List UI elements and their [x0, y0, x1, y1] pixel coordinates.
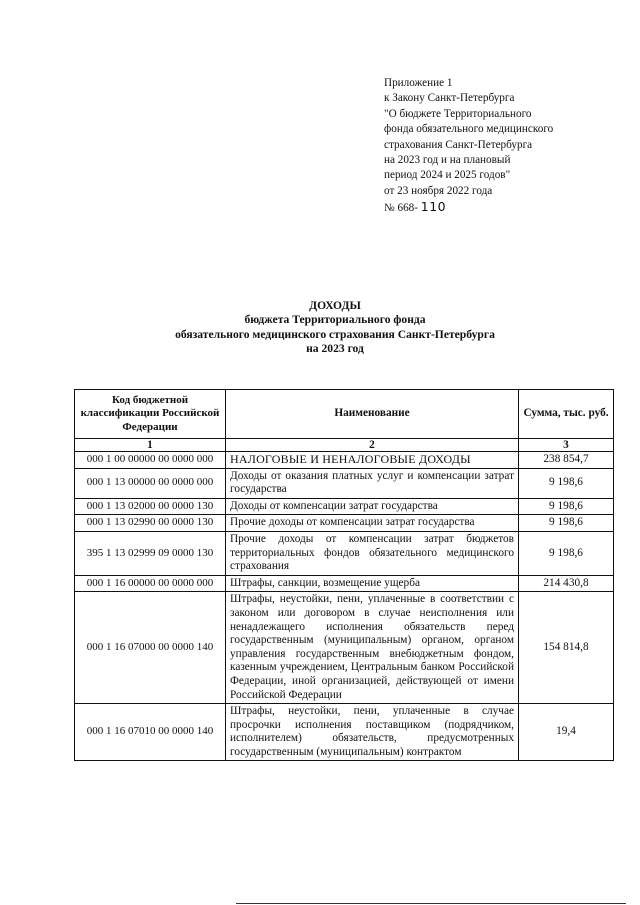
law-number	[384, 199, 614, 216]
appendix-line: период 2024 и 2025 годов"	[384, 169, 511, 182]
row-code: 000 1 13 00000 00 0000 000	[75, 468, 226, 498]
header-amount: Сумма, тыс. руб.	[519, 390, 614, 439]
row-amount: 9 198,6	[519, 468, 614, 498]
table-row	[75, 704, 614, 761]
row-name: НАЛОГОВЫЕ И НЕНАЛОГОВЫЕ ДОХОДЫ	[226, 452, 519, 469]
row-name: Доходы от компенсации затрат государства	[226, 498, 519, 515]
row-name: Доходы от оказания платных услуг и компенсации затрат государства	[226, 468, 519, 498]
appendix-line: на 2023 год и на плановый	[384, 154, 511, 167]
appendix-line: страхования Санкт-Петербурга	[384, 138, 533, 151]
row-name: Штрафы, неустойки, пени, уплаченные в случае просрочки исполнения поставщиком (подрядчиком, исполнителем) обязательств, предусмотренных государственным (муниципальным) контрактом	[226, 704, 519, 761]
row-code: 000 1 00 00000 00 0000 000	[75, 452, 226, 469]
row-code: 000 1 16 07000 00 0000 140	[75, 592, 226, 704]
column-number-row	[75, 439, 614, 452]
table-header-row	[75, 390, 614, 439]
row-amount: 238 854,7	[519, 452, 614, 469]
row-amount: 154 814,8	[519, 592, 614, 704]
row-amount: 19,4	[519, 704, 614, 761]
row-code: 395 1 13 02999 09 0000 130	[75, 531, 226, 575]
appendix-line: к Закону Санкт-Петербурга	[384, 92, 515, 105]
title-line: обязательного медицинского страхования Санкт-Петербурга	[175, 327, 495, 341]
appendix-line: Приложение 1	[384, 77, 453, 89]
title-line: на 2023 год	[306, 342, 364, 356]
table-row	[75, 592, 614, 704]
header-name: Наименование	[226, 390, 519, 439]
row-amount: 9 198,6	[519, 498, 614, 515]
law-number-handwritten: 110	[420, 199, 447, 215]
title-line: ДОХОДЫ	[309, 299, 361, 312]
column-number: 1	[75, 439, 226, 452]
table-row	[75, 498, 614, 515]
table-row	[75, 452, 614, 469]
row-amount: 214 430,8	[519, 575, 614, 592]
revenue-table	[74, 389, 614, 761]
row-name: Прочие доходы от компенсации затрат бюджетов территориальных фондов обязательного медицинского страхования	[226, 531, 519, 575]
appendix-line: от 23 ноября 2022 года	[384, 184, 493, 197]
table-row	[75, 531, 614, 575]
row-name: Штрафы, неустойки, пени, уплаченные в соответствии с законом или договором в случае неисполнения или ненадлежащего исполнения обязательств перед государственным (муниципальным) органом, органом управления государственным внебюджетным фондом, казенным учреждением, Центральным банком Российской Федерации, иной организацией, действующей от имени Российской Федерации	[226, 592, 519, 704]
row-amount: 9 198,6	[519, 515, 614, 532]
row-name: Штрафы, санкции, возмещение ущерба	[226, 575, 519, 592]
table-row	[75, 575, 614, 592]
appendix-line: "О бюджете Территориального	[384, 107, 532, 120]
header-code: Код бюджетной классификации Российской Федерации	[75, 390, 226, 439]
document-title	[80, 299, 590, 357]
row-code: 000 1 16 00000 00 0000 000	[75, 575, 226, 592]
appendix-line: фонда обязательного медицинского	[384, 123, 554, 136]
appendix-block	[384, 76, 614, 217]
law-number-prefix: № 668-	[384, 202, 418, 215]
row-name: Прочие доходы от компенсации затрат государства	[226, 515, 519, 532]
table-row	[75, 468, 614, 498]
table-row	[75, 515, 614, 532]
row-code: 000 1 13 02000 00 0000 130	[75, 498, 226, 515]
column-number: 3	[519, 439, 614, 452]
row-code: 000 1 16 07010 00 0000 140	[75, 704, 226, 761]
row-code: 000 1 13 02990 00 0000 130	[75, 515, 226, 532]
footer-rule	[236, 903, 626, 904]
column-number: 2	[226, 439, 519, 452]
title-line: бюджета Территориального фонда	[244, 313, 426, 327]
row-amount: 9 198,6	[519, 531, 614, 575]
